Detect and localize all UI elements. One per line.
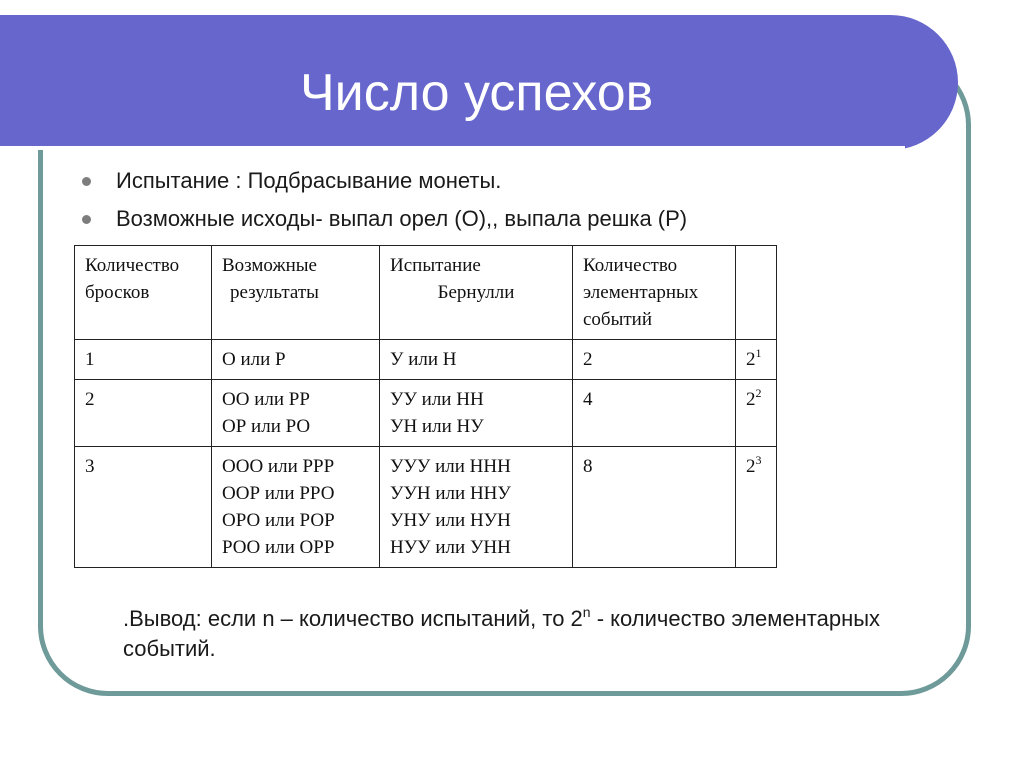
cell-events: 2 <box>573 340 736 380</box>
bullet-item <box>80 162 687 200</box>
power-exponent: 2 <box>755 386 762 400</box>
bullet-dot-icon <box>82 177 91 186</box>
table-row <box>75 447 777 568</box>
cell-power: $2^1$ <box>736 340 777 380</box>
bullet-dot-icon <box>82 215 91 224</box>
cell-bernoulli: УУУ или ННН УУН или ННУ УНУ или НУН НУУ или УНН <box>380 447 573 568</box>
cell-bernoulli: У или Н <box>380 340 573 380</box>
cell-power: $2^3$ <box>736 447 777 568</box>
cell-throws: 2 <box>75 380 212 447</box>
table-row <box>75 340 777 380</box>
cell-throws: 3 <box>75 447 212 568</box>
title-bar <box>0 15 958 150</box>
bullet-text: Возможные исходы- выпал орел (О),, выпала решка (Р) <box>116 206 688 231</box>
bullet-list <box>80 162 687 238</box>
conclusion-text: .Вывод: если n – количество испытаний, то 2$^n$ - количество элементарных событий. <box>123 604 881 661</box>
power-exponent: 3 <box>755 453 762 467</box>
table-row <box>75 380 777 447</box>
cell-throws: 1 <box>75 340 212 380</box>
cell-events: 4 <box>573 380 736 447</box>
header-throws: Количество бросков <box>75 246 212 340</box>
header-results: Возможные результаты <box>212 246 380 340</box>
title-underline <box>0 146 905 150</box>
cell-results: ООО или РРР ООР или РРО ОРО или РОР РОО или ОРР <box>212 447 380 568</box>
header-power <box>736 246 777 340</box>
slide-title: Число успехов <box>300 64 654 122</box>
outcomes-table <box>74 245 777 568</box>
table-header-row <box>75 246 777 340</box>
power-exponent: 1 <box>755 346 762 360</box>
cell-bernoulli: УУ или НН УН или НУ <box>380 380 573 447</box>
header-bernoulli: Испытание Бернулли <box>380 246 573 340</box>
conclusion-exponent: n <box>582 604 591 620</box>
bullet-item <box>80 200 687 238</box>
header-events: Количество элементарных событий <box>573 246 736 340</box>
cell-results: О или Р <box>212 340 380 380</box>
cell-events: 8 <box>573 447 736 568</box>
cell-power: $2^2$ <box>736 380 777 447</box>
bullet-text: Испытание : Подбрасывание монеты. <box>116 168 502 193</box>
cell-results: ОО или РР ОР или РО <box>212 380 380 447</box>
